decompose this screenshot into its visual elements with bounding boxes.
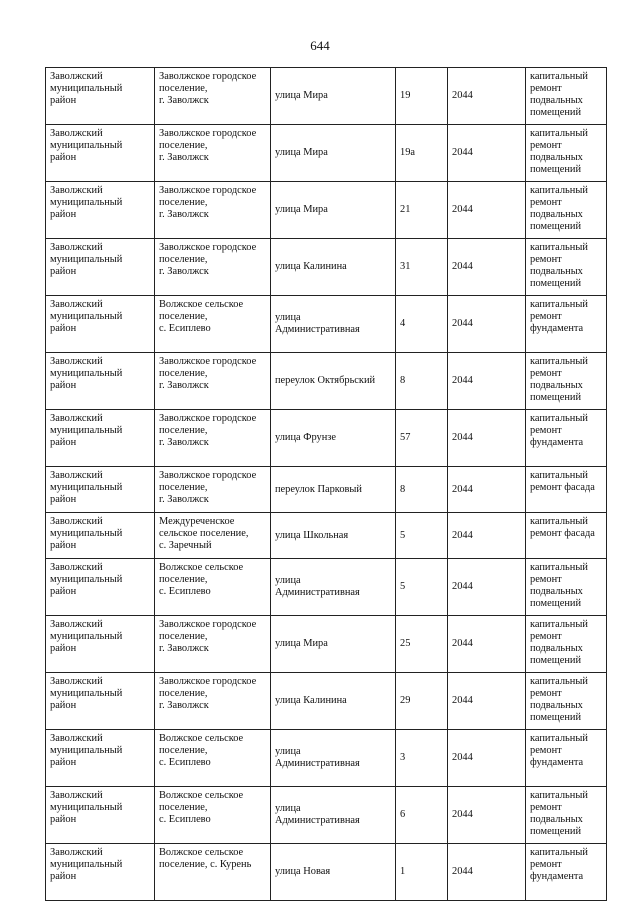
registry-table-body (46, 68, 607, 901)
year-cell: 2044 (448, 353, 526, 410)
year-cell: 2044 (448, 787, 526, 844)
street-cell: улица Новая (271, 844, 396, 901)
house-number-cell: 57 (396, 410, 448, 467)
table-row (46, 296, 607, 353)
table-row (46, 182, 607, 239)
district-cell: Заволжский муниципальный район (46, 787, 155, 844)
year-cell: 2044 (448, 296, 526, 353)
street-cell: улица Административная (271, 787, 396, 844)
district-cell: Заволжский муниципальный район (46, 673, 155, 730)
work-type-cell: капитальный ремонт фасада (526, 513, 607, 559)
street-cell: переулок Октябрьский (271, 353, 396, 410)
house-number-cell: 3 (396, 730, 448, 787)
settlement-cell: Заволжское городское поселение, г. Заволжск (155, 467, 271, 513)
district-cell: Заволжский муниципальный район (46, 353, 155, 410)
work-type-cell: капитальный ремонт фундамента (526, 844, 607, 901)
house-number-cell: 19а (396, 125, 448, 182)
registry-table (45, 67, 607, 901)
street-cell: улица Мира (271, 68, 396, 125)
settlement-cell: Волжское сельское поселение, с. Есиплево (155, 730, 271, 787)
settlement-cell: Волжское сельское поселение, с. Есиплево (155, 559, 271, 616)
house-number-cell: 8 (396, 353, 448, 410)
district-cell: Заволжский муниципальный район (46, 844, 155, 901)
house-number-cell: 21 (396, 182, 448, 239)
settlement-cell: Волжское сельское поселение, с. Есиплево (155, 296, 271, 353)
district-cell: Заволжский муниципальный район (46, 68, 155, 125)
settlement-cell: Заволжское городское поселение, г. Заволжск (155, 353, 271, 410)
settlement-cell: Заволжское городское поселение, г. Заволжск (155, 410, 271, 467)
house-number-cell: 29 (396, 673, 448, 730)
street-cell: улица Калинина (271, 673, 396, 730)
house-number-cell: 5 (396, 513, 448, 559)
district-cell: Заволжский муниципальный район (46, 730, 155, 787)
year-cell: 2044 (448, 559, 526, 616)
work-type-cell: капитальный ремонт подвальных помещений (526, 125, 607, 182)
table-row (46, 125, 607, 182)
work-type-cell: капитальный ремонт подвальных помещений (526, 559, 607, 616)
district-cell: Заволжский муниципальный район (46, 559, 155, 616)
table-row (46, 513, 607, 559)
street-cell: улица Мира (271, 616, 396, 673)
settlement-cell: Заволжское городское поселение, г. Заволжск (155, 616, 271, 673)
street-cell: улица Административная (271, 730, 396, 787)
table-row (46, 68, 607, 125)
district-cell: Заволжский муниципальный район (46, 410, 155, 467)
table-row (46, 673, 607, 730)
settlement-cell: Заволжское городское поселение, г. Заволжск (155, 125, 271, 182)
page-number: 644 (310, 38, 330, 53)
table-row (46, 559, 607, 616)
street-cell: улица Мира (271, 125, 396, 182)
year-cell: 2044 (448, 673, 526, 730)
table-row (46, 239, 607, 296)
year-cell: 2044 (448, 68, 526, 125)
settlement-cell: Междуреченское сельское поселение, с. Заречный (155, 513, 271, 559)
street-cell: улица Фрунзе (271, 410, 396, 467)
street-cell: улица Административная (271, 296, 396, 353)
house-number-cell: 5 (396, 559, 448, 616)
house-number-cell: 19 (396, 68, 448, 125)
work-type-cell: капитальный ремонт подвальных помещений (526, 239, 607, 296)
table-row (46, 844, 607, 901)
year-cell: 2044 (448, 513, 526, 559)
district-cell: Заволжский муниципальный район (46, 616, 155, 673)
settlement-cell: Волжское сельское поселение, с. Есиплево (155, 787, 271, 844)
district-cell: Заволжский муниципальный район (46, 467, 155, 513)
table-row (46, 410, 607, 467)
street-cell: переулок Парковый (271, 467, 396, 513)
district-cell: Заволжский муниципальный район (46, 239, 155, 296)
house-number-cell: 6 (396, 787, 448, 844)
work-type-cell: капитальный ремонт фундамента (526, 410, 607, 467)
year-cell: 2044 (448, 730, 526, 787)
table-row (46, 787, 607, 844)
work-type-cell: капитальный ремонт подвальных помещений (526, 68, 607, 125)
settlement-cell: Заволжское городское поселение, г. Заволжск (155, 673, 271, 730)
house-number-cell: 31 (396, 239, 448, 296)
work-type-cell: капитальный ремонт фундамента (526, 296, 607, 353)
work-type-cell: капитальный ремонт подвальных помещений (526, 182, 607, 239)
table-row (46, 467, 607, 513)
table-row (46, 353, 607, 410)
work-type-cell: капитальный ремонт фасада (526, 467, 607, 513)
district-cell: Заволжский муниципальный район (46, 296, 155, 353)
work-type-cell: капитальный ремонт подвальных помещений (526, 787, 607, 844)
district-cell: Заволжский муниципальный район (46, 125, 155, 182)
work-type-cell: капитальный ремонт подвальных помещений (526, 673, 607, 730)
work-type-cell: капитальный ремонт фундамента (526, 730, 607, 787)
year-cell: 2044 (448, 410, 526, 467)
year-cell: 2044 (448, 467, 526, 513)
year-cell: 2044 (448, 125, 526, 182)
table-row (46, 616, 607, 673)
settlement-cell: Волжское сельское поселение, с. Курень (155, 844, 271, 901)
street-cell: улица Школьная (271, 513, 396, 559)
street-cell: улица Административная (271, 559, 396, 616)
year-cell: 2044 (448, 844, 526, 901)
district-cell: Заволжский муниципальный район (46, 182, 155, 239)
settlement-cell: Заволжское городское поселение, г. Заволжск (155, 68, 271, 125)
district-cell: Заволжский муниципальный район (46, 513, 155, 559)
work-type-cell: капитальный ремонт подвальных помещений (526, 616, 607, 673)
year-cell: 2044 (448, 616, 526, 673)
house-number-cell: 1 (396, 844, 448, 901)
house-number-cell: 25 (396, 616, 448, 673)
year-cell: 2044 (448, 182, 526, 239)
year-cell: 2044 (448, 239, 526, 296)
street-cell: улица Мира (271, 182, 396, 239)
settlement-cell: Заволжское городское поселение, г. Заволжск (155, 239, 271, 296)
table-row (46, 730, 607, 787)
house-number-cell: 8 (396, 467, 448, 513)
work-type-cell: капитальный ремонт подвальных помещений (526, 353, 607, 410)
street-cell: улица Калинина (271, 239, 396, 296)
house-number-cell: 4 (396, 296, 448, 353)
settlement-cell: Заволжское городское поселение, г. Заволжск (155, 182, 271, 239)
